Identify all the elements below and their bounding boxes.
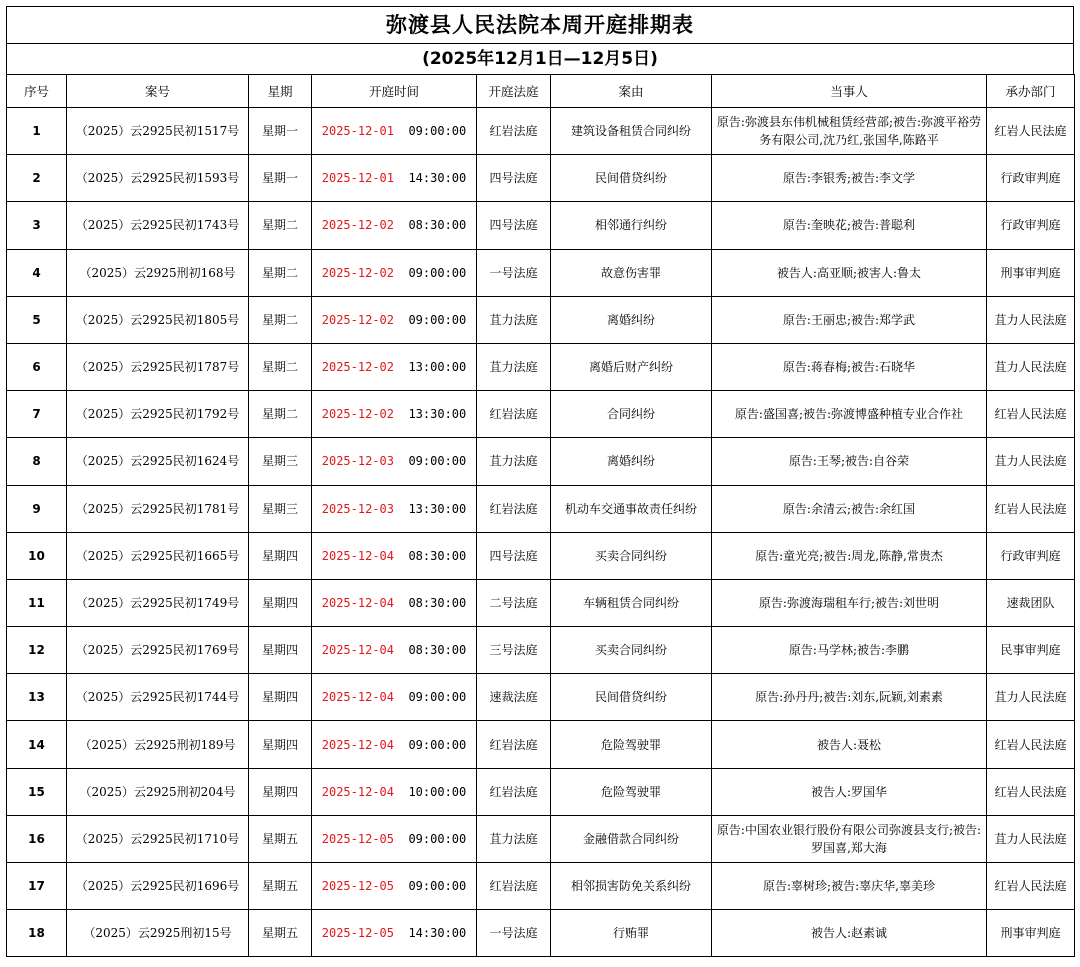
hearing-date: 2025-12-02: [321, 407, 394, 422]
parties: 原告:奎映花;被告:普聪利: [712, 202, 987, 249]
table-row: [7, 343, 1075, 390]
hearing-date: 2025-12-04: [321, 595, 394, 610]
case-cause: 买卖合同纠纷: [551, 532, 712, 579]
parties: 原告:王丽忠;被告:郑学武: [712, 296, 987, 343]
header-courtroom: 开庭法庭: [477, 75, 551, 108]
schedule-sheet: [6, 6, 1074, 957]
hearing-clock: 13:30:00: [408, 407, 467, 422]
courtroom: 四号法庭: [477, 202, 551, 249]
weekday: 星期一: [249, 108, 312, 155]
weekday: 星期五: [249, 815, 312, 862]
department: 苴力人民法庭: [987, 343, 1075, 390]
hearing-date: 2025-12-04: [321, 737, 394, 752]
page-subtitle: (2025年12月1日—12月5日): [6, 43, 1074, 74]
hearing-clock: 09:00:00: [408, 265, 467, 280]
hearing-date: 2025-12-02: [321, 312, 394, 327]
case-number: （2025）云2925民初1792号: [67, 391, 249, 438]
weekday: 星期五: [249, 910, 312, 957]
row-number: 15: [7, 768, 67, 815]
department: 红岩人民法庭: [987, 108, 1075, 155]
department: 刑事审判庭: [987, 910, 1075, 957]
hearing-date: 2025-12-02: [321, 265, 394, 280]
row-number: 3: [7, 202, 67, 249]
weekday: 星期一: [249, 155, 312, 202]
case-cause: 车辆租赁合同纠纷: [551, 579, 712, 626]
hearing-time: [312, 202, 477, 249]
hearing-time: [312, 627, 477, 674]
department: 红岩人民法庭: [987, 721, 1075, 768]
case-number: （2025）云2925民初1749号: [67, 579, 249, 626]
hearing-time: [312, 296, 477, 343]
row-number: 13: [7, 674, 67, 721]
weekday: 星期三: [249, 438, 312, 485]
hearing-clock: 10:00:00: [408, 784, 467, 799]
weekday: 星期四: [249, 768, 312, 815]
table-row: [7, 910, 1075, 957]
courtroom: 二号法庭: [477, 579, 551, 626]
table-row: [7, 155, 1075, 202]
hearing-time: [312, 249, 477, 296]
case-number: （2025）云2925刑初189号: [67, 721, 249, 768]
department: 行政审判庭: [987, 532, 1075, 579]
hearing-date: 2025-12-04: [321, 690, 394, 705]
hearing-time: [312, 674, 477, 721]
case-cause: 相邻损害防免关系纠纷: [551, 863, 712, 910]
row-number: 14: [7, 721, 67, 768]
table-row: [7, 627, 1075, 674]
parties: 原告:马学林;被告:李鹏: [712, 627, 987, 674]
table-row: [7, 863, 1075, 910]
case-cause: 民间借贷纠纷: [551, 674, 712, 721]
hearing-time: [312, 485, 477, 532]
weekday: 星期四: [249, 627, 312, 674]
hearing-time: [312, 579, 477, 626]
row-number: 18: [7, 910, 67, 957]
hearing-clock: 13:00:00: [408, 360, 467, 375]
weekday: 星期三: [249, 485, 312, 532]
hearing-date: 2025-12-04: [321, 548, 394, 563]
case-cause: 危险驾驶罪: [551, 768, 712, 815]
courtroom: 红岩法庭: [477, 108, 551, 155]
courtroom: 四号法庭: [477, 532, 551, 579]
parties: 原告:弥渡县东伟机械租赁经营部;被告:弥渡平裕劳务有限公司,沈乃红,张国华,陈路平: [712, 108, 987, 155]
parties: 原告:童光亮;被告:周龙,陈静,常贵杰: [712, 532, 987, 579]
courtroom: 一号法庭: [477, 249, 551, 296]
department: 速裁团队: [987, 579, 1075, 626]
schedule-table: [6, 74, 1075, 957]
header-case-number: 案号: [67, 75, 249, 108]
hearing-time: [312, 863, 477, 910]
row-number: 10: [7, 532, 67, 579]
hearing-clock: 08:30:00: [408, 595, 467, 610]
row-number: 16: [7, 815, 67, 862]
department: 行政审判庭: [987, 155, 1075, 202]
case-cause: 金融借款合同纠纷: [551, 815, 712, 862]
department: 苴力人民法庭: [987, 815, 1075, 862]
hearing-time: [312, 391, 477, 438]
department: 苴力人民法庭: [987, 438, 1075, 485]
case-number: （2025）云2925刑初168号: [67, 249, 249, 296]
department: 苴力人民法庭: [987, 296, 1075, 343]
header-hearing-time: 开庭时间: [312, 75, 477, 108]
row-number: 8: [7, 438, 67, 485]
department: 苴力人民法庭: [987, 674, 1075, 721]
parties: 原告:李银秀;被告:李文学: [712, 155, 987, 202]
row-number: 5: [7, 296, 67, 343]
hearing-time: [312, 910, 477, 957]
courtroom: 红岩法庭: [477, 768, 551, 815]
hearing-clock: 08:30:00: [408, 548, 467, 563]
case-number: （2025）云2925民初1696号: [67, 863, 249, 910]
case-cause: 故意伤害罪: [551, 249, 712, 296]
weekday: 星期二: [249, 343, 312, 390]
case-number: （2025）云2925民初1593号: [67, 155, 249, 202]
row-number: 11: [7, 579, 67, 626]
weekday: 星期四: [249, 532, 312, 579]
hearing-clock: 14:30:00: [408, 926, 467, 941]
case-cause: 合同纠纷: [551, 391, 712, 438]
department: 刑事审判庭: [987, 249, 1075, 296]
courtroom: 红岩法庭: [477, 863, 551, 910]
case-number: （2025）云2925刑初15号: [67, 910, 249, 957]
hearing-clock: 08:30:00: [408, 643, 467, 658]
row-number: 9: [7, 485, 67, 532]
table-row: [7, 249, 1075, 296]
hearing-clock: 13:30:00: [408, 501, 467, 516]
hearing-clock: 09:00:00: [408, 312, 467, 327]
case-cause: 危险驾驶罪: [551, 721, 712, 768]
case-cause: 建筑设备租赁合同纠纷: [551, 108, 712, 155]
header-no: 序号: [7, 75, 67, 108]
case-number: （2025）云2925民初1743号: [67, 202, 249, 249]
courtroom: 红岩法庭: [477, 485, 551, 532]
weekday: 星期四: [249, 721, 312, 768]
hearing-date: 2025-12-04: [321, 643, 394, 658]
table-row: [7, 532, 1075, 579]
case-cause: 行贿罪: [551, 910, 712, 957]
header-parties: 当事人: [712, 75, 987, 108]
parties: 原告:王琴;被告:自谷荣: [712, 438, 987, 485]
department: 红岩人民法庭: [987, 485, 1075, 532]
case-cause: 买卖合同纠纷: [551, 627, 712, 674]
table-row: [7, 202, 1075, 249]
hearing-clock: 09:00:00: [408, 124, 467, 139]
case-cause: 离婚纠纷: [551, 296, 712, 343]
page-title: 弥渡县人民法院本周开庭排期表: [6, 6, 1074, 43]
hearing-time: [312, 532, 477, 579]
table-row: [7, 108, 1075, 155]
case-number: （2025）云2925民初1710号: [67, 815, 249, 862]
weekday: 星期五: [249, 863, 312, 910]
hearing-date: 2025-12-02: [321, 218, 394, 233]
hearing-time: [312, 721, 477, 768]
parties: 原告:弥渡海瑞租车行;被告:刘世明: [712, 579, 987, 626]
case-number: （2025）云2925民初1665号: [67, 532, 249, 579]
header-department: 承办部门: [987, 75, 1075, 108]
hearing-date: 2025-12-05: [321, 879, 394, 894]
hearing-clock: 09:00:00: [408, 831, 467, 846]
row-number: 6: [7, 343, 67, 390]
table-row: [7, 438, 1075, 485]
table-row: [7, 579, 1075, 626]
case-number: （2025）云2925民初1769号: [67, 627, 249, 674]
parties: 原告:辜树珍;被告:辜庆华,辜美珍: [712, 863, 987, 910]
hearing-clock: 09:00:00: [408, 737, 467, 752]
table-row: [7, 296, 1075, 343]
header-weekday: 星期: [249, 75, 312, 108]
courtroom: 苴力法庭: [477, 438, 551, 485]
parties: 原告:孙丹丹;被告:刘东,阮颖,刘素素: [712, 674, 987, 721]
row-number: 7: [7, 391, 67, 438]
row-number: 1: [7, 108, 67, 155]
weekday: 星期二: [249, 391, 312, 438]
courtroom: 苴力法庭: [477, 815, 551, 862]
parties: 被告人:聂松: [712, 721, 987, 768]
header-cause: 案由: [551, 75, 712, 108]
row-number: 17: [7, 863, 67, 910]
case-cause: 相邻通行纠纷: [551, 202, 712, 249]
parties: 原告:余清云;被告:余红国: [712, 485, 987, 532]
courtroom: 一号法庭: [477, 910, 551, 957]
hearing-date: 2025-12-05: [321, 926, 394, 941]
table-header-row: [7, 75, 1075, 108]
case-number: （2025）云2925民初1744号: [67, 674, 249, 721]
weekday: 星期二: [249, 249, 312, 296]
courtroom: 速裁法庭: [477, 674, 551, 721]
hearing-date: 2025-12-05: [321, 831, 394, 846]
hearing-time: [312, 815, 477, 862]
hearing-date: 2025-12-01: [321, 124, 394, 139]
case-cause: 离婚纠纷: [551, 438, 712, 485]
hearing-date: 2025-12-03: [321, 501, 394, 516]
case-number: （2025）云2925刑初204号: [67, 768, 249, 815]
weekday: 星期四: [249, 579, 312, 626]
row-number: 12: [7, 627, 67, 674]
hearing-date: 2025-12-02: [321, 360, 394, 375]
parties: 原告:盛国喜;被告:弥渡博盛种植专业合作社: [712, 391, 987, 438]
table-row: [7, 391, 1075, 438]
hearing-clock: 09:00:00: [408, 879, 467, 894]
hearing-clock: 14:30:00: [408, 171, 467, 186]
hearing-time: [312, 155, 477, 202]
row-number: 2: [7, 155, 67, 202]
hearing-time: [312, 343, 477, 390]
weekday: 星期四: [249, 674, 312, 721]
department: 红岩人民法庭: [987, 391, 1075, 438]
hearing-time: [312, 438, 477, 485]
table-row: [7, 674, 1075, 721]
case-number: （2025）云2925民初1624号: [67, 438, 249, 485]
courtroom: 苴力法庭: [477, 296, 551, 343]
row-number: 4: [7, 249, 67, 296]
case-number: （2025）云2925民初1787号: [67, 343, 249, 390]
case-number: （2025）云2925民初1805号: [67, 296, 249, 343]
parties: 被告人:高亚顺;被害人:鲁太: [712, 249, 987, 296]
courtroom: 四号法庭: [477, 155, 551, 202]
case-cause: 离婚后财产纠纷: [551, 343, 712, 390]
hearing-date: 2025-12-01: [321, 171, 394, 186]
hearing-clock: 09:00:00: [408, 690, 467, 705]
case-number: （2025）云2925民初1781号: [67, 485, 249, 532]
department: 红岩人民法庭: [987, 863, 1075, 910]
hearing-time: [312, 768, 477, 815]
case-cause: 民间借贷纠纷: [551, 155, 712, 202]
weekday: 星期二: [249, 296, 312, 343]
courtroom: 三号法庭: [477, 627, 551, 674]
department: 红岩人民法庭: [987, 768, 1075, 815]
weekday: 星期二: [249, 202, 312, 249]
hearing-date: 2025-12-04: [321, 784, 394, 799]
department: 民事审判庭: [987, 627, 1075, 674]
parties: 原告:中国农业银行股份有限公司弥渡县支行;被告:罗国喜,郑大海: [712, 815, 987, 862]
hearing-time: [312, 108, 477, 155]
hearing-date: 2025-12-03: [321, 454, 394, 469]
table-row: [7, 485, 1075, 532]
table-row: [7, 721, 1075, 768]
table-row: [7, 768, 1075, 815]
courtroom: 苴力法庭: [477, 343, 551, 390]
department: 行政审判庭: [987, 202, 1075, 249]
case-number: （2025）云2925民初1517号: [67, 108, 249, 155]
hearing-clock: 09:00:00: [408, 454, 467, 469]
courtroom: 红岩法庭: [477, 391, 551, 438]
parties: 被告人:罗国华: [712, 768, 987, 815]
parties: 原告:蒋春梅;被告:石晓华: [712, 343, 987, 390]
table-row: [7, 815, 1075, 862]
case-cause: 机动车交通事故责任纠纷: [551, 485, 712, 532]
courtroom: 红岩法庭: [477, 721, 551, 768]
hearing-clock: 08:30:00: [408, 218, 467, 233]
parties: 被告人:赵素诚: [712, 910, 987, 957]
